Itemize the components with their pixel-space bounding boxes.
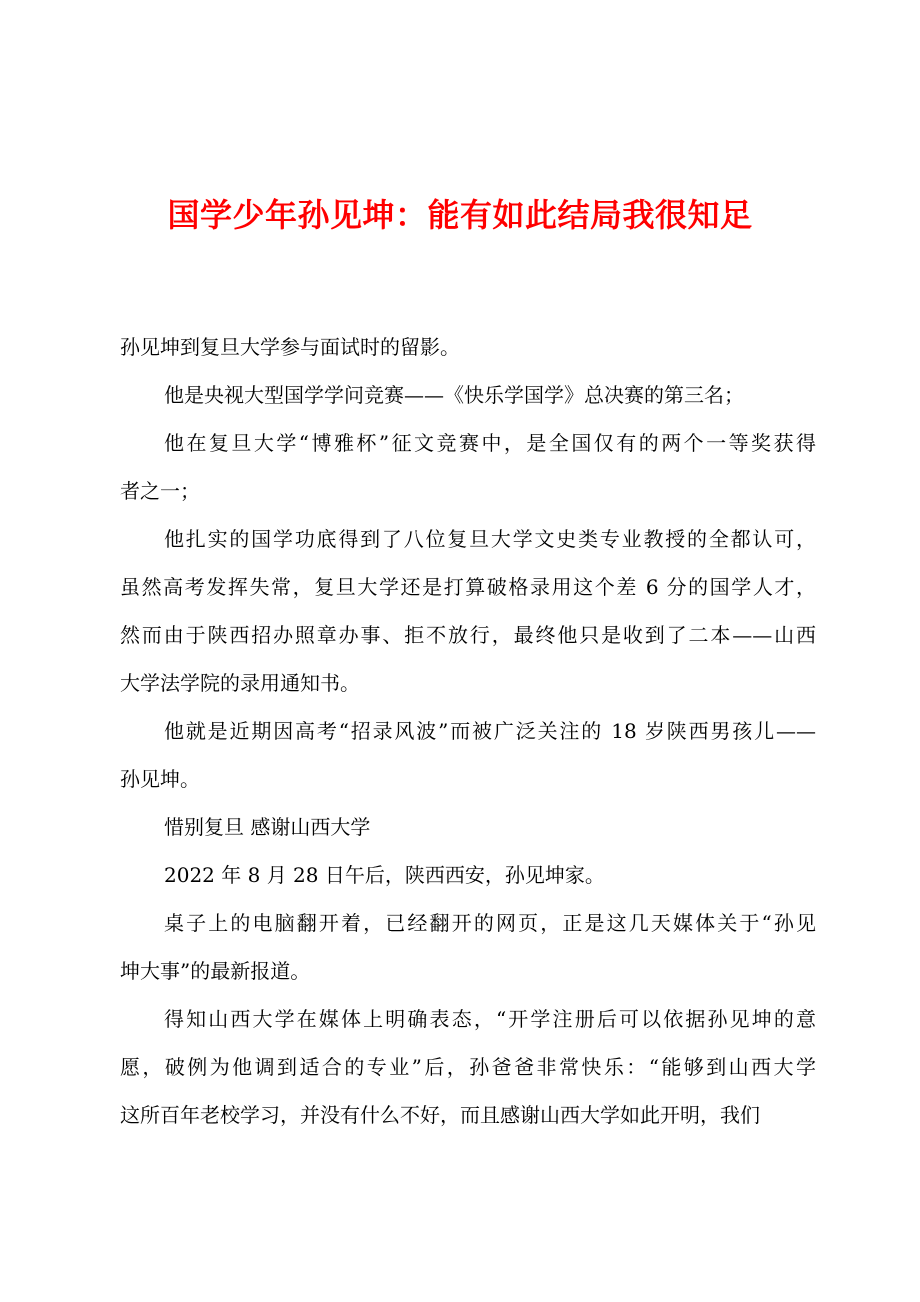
paragraph-line: 他就是近期因高考“招录风波”而被广泛关注的 18 岁陕西男孩儿—— xyxy=(164,719,816,743)
paragraph xyxy=(120,323,816,371)
paragraph-line: 他扎实的国学功底得到了八位复旦大学文史类专业教授的全都认可， xyxy=(164,527,816,551)
paragraph xyxy=(120,851,816,899)
paragraph xyxy=(120,419,816,515)
paragraph xyxy=(120,371,816,419)
paragraph-line: 大学法学院的录用通知书。 xyxy=(120,671,360,695)
paragraph-line: 得知山西大学在媒体上明确表态，“开学注册后可以依据孙见坤的意 xyxy=(164,1007,816,1031)
paragraph-line: 者之一； xyxy=(120,479,200,503)
paragraph-line: 孙见坤。 xyxy=(120,767,200,791)
paragraph-line: 这所百年老校学习，并没有什么不好，而且感谢山西大学如此开明，我们 xyxy=(120,1103,760,1127)
paragraph-line: 然而由于陕西招办照章办事、拒不放行，最终他只是收到了二本——山西 xyxy=(120,623,816,647)
paragraph-line: 他是央视大型国学学问竞赛——《快乐学国学》总决赛的第三名； xyxy=(164,383,744,407)
paragraph-line: 孙见坤到复旦大学参与面试时的留影。 xyxy=(120,335,460,359)
document-title: 国学少年孙见坤：能有如此结局我很知足 xyxy=(167,196,753,234)
paragraph-line: 坤大事”的最新报道。 xyxy=(120,959,311,983)
paragraph xyxy=(120,899,816,995)
paragraph-line: 2022 年 8 月 28 日午后，陕西西安，孙见坤家。 xyxy=(164,863,605,887)
paragraph xyxy=(120,707,816,803)
paragraph xyxy=(120,995,816,1139)
paragraph-line: 虽然高考发挥失常，复旦大学还是打算破格录用这个差 6 分的国学人才， xyxy=(120,575,816,599)
paragraph xyxy=(120,803,816,851)
paragraph-line: 他在复旦大学“博雅杯”征文竞赛中，是全国仅有的两个一等奖获得 xyxy=(164,431,816,455)
paragraph-line: 惜别复旦 感谢山西大学 xyxy=(164,815,371,839)
paragraph-line: 愿，破例为他调到适合的专业”后，孙爸爸非常快乐：“能够到山西大学 xyxy=(120,1055,816,1079)
paragraph-line: 桌子上的电脑翻开着，已经翻开的网页，正是这几天媒体关于“孙见 xyxy=(164,911,816,935)
document-body xyxy=(120,323,816,1139)
paragraph xyxy=(120,515,816,707)
